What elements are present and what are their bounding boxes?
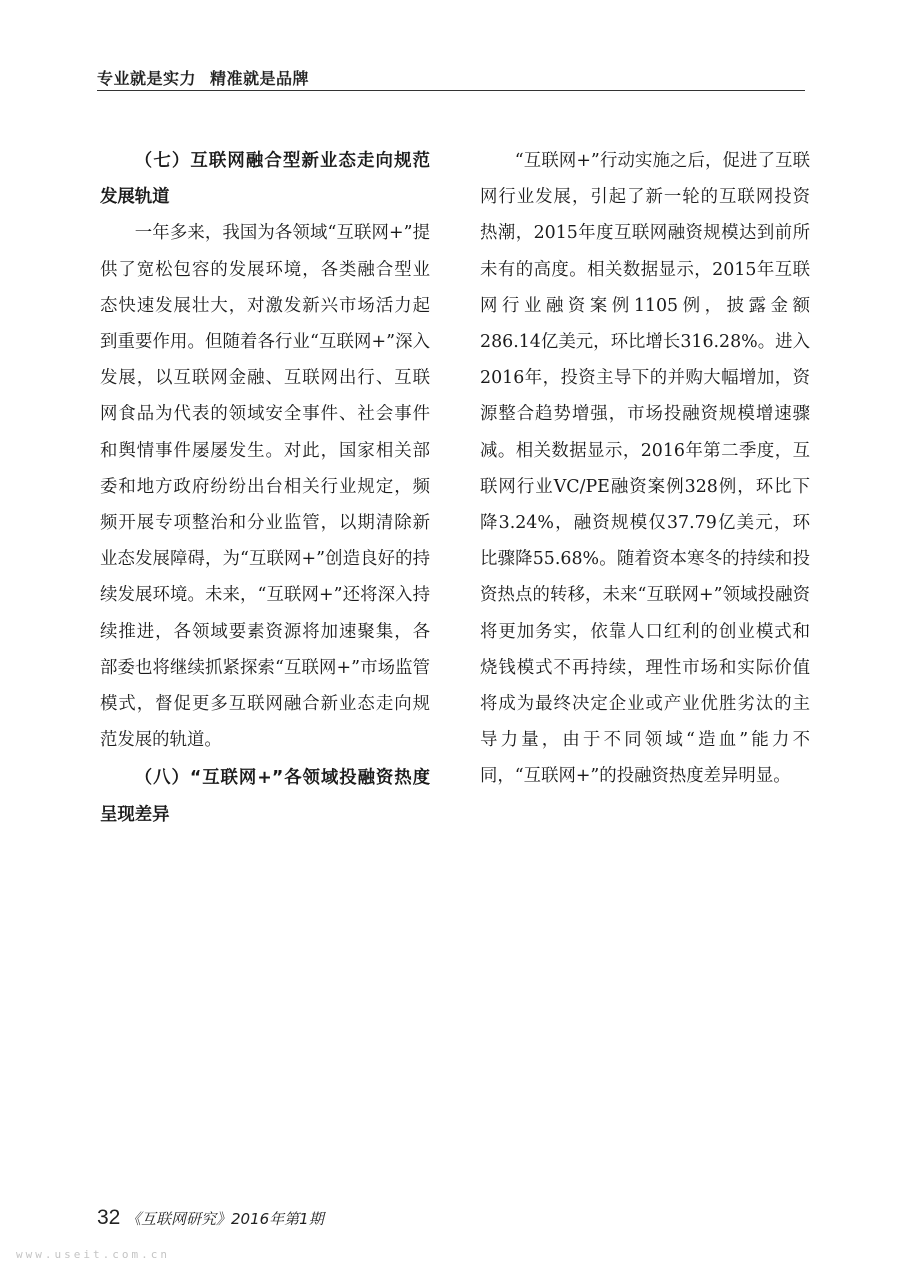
header-rule [97, 90, 805, 91]
header-slogan-right: 精准就是品牌 [210, 69, 310, 88]
section-8-heading: （八）“互联网+”各领域投融资热度呈现差异 [100, 768, 430, 825]
left-column [100, 143, 430, 833]
site-watermark: www.useit.com.cn [16, 1248, 170, 1261]
running-header [97, 66, 309, 89]
section-7-paragraph: 一年多来，我国为各领域“互联网+”提供了宽松包容的发展环境，各类融合型业态快速发展壮大，对激发新兴市场活力起到重要作用。但随着各行业“互联网+”深入发展，以互联网金融、互联网出行、互联网食品为代表的领域安全事件、社会事件和舆情事件屡屡发生。对此，国家相关部委和地方政府纷纷出台相关行业规定，频频开展专项整治和分业监管，以期清除新业态发展障碍，为“互联网+”创造良好的持续发展环境。未来，“互联网+”还将深入持续推进，各领域要素资源将加速聚集，各部委也将继续抓紧探索“互联网+”市场监管模式，督促更多互联网融合新业态走向规范发展的轨道。 [100, 223, 430, 751]
section-7-heading: （七）互联网融合型新业态走向规范发展轨道 [100, 151, 430, 208]
header-slogan-left: 专业就是实力 [97, 69, 197, 88]
right-column [480, 143, 810, 795]
section-8-paragraph: “互联网+”行动实施之后，促进了互联网行业发展，引起了新一轮的互联网投资热潮，2015年度互联网融资规模达到前所未有的高度。相关数据显示，2015年互联网行业融资案例1105例，披露金额286.14亿美元，环比增长316.28%。进入2016年，投资主导下的并购大幅增加，资源整合趋势增强，市场投融资规模增速骤减。相关数据显示，2016年第二季度，互联网行业VC/PE融资案例328例，环比下降3.24%，融资规模仅37.79亿美元，环比骤降55.68%。随着资本寒冬的持续和投资热点的转移，未来“互联网+”领域投融资将更加务实，依靠人口红利的创业模式和烧钱模式不再持续，理性市场和实际价值将成为最终决定企业或产业优胜劣汰的主导力量，由于不同领域“造血”能力不同，“互联网+”的投融资热度差异明显。 [480, 151, 810, 787]
page-number: 32 [97, 1206, 121, 1229]
journal-citation: 《互联网研究》2016年第1期 [126, 1210, 324, 1228]
